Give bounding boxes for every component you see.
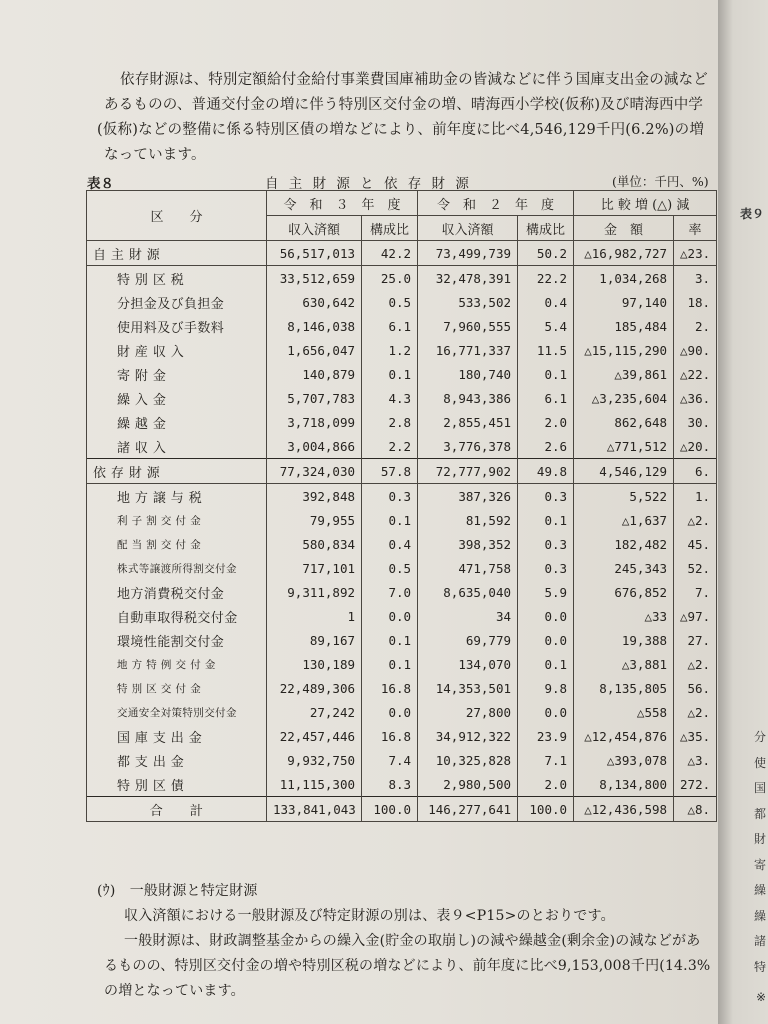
row-dep-10-diff-rate: △35. bbox=[674, 724, 717, 748]
row-dep-0-diff-rate: 1. bbox=[674, 484, 717, 509]
row-own-3-label: 財 産 収 入 bbox=[87, 338, 267, 362]
row-own-1 bbox=[87, 290, 717, 314]
row-own-7 bbox=[87, 434, 717, 459]
row-dep-1-label: 利 子 割 交 付 金 bbox=[87, 508, 267, 532]
row-dep-2-ratio-r3: 0.4 bbox=[362, 532, 418, 556]
next-row-char: 寄 bbox=[754, 857, 767, 872]
row-dep-8-ratio-r2: 9.8 bbox=[518, 676, 574, 700]
row-dep-11-diff-rate: △3. bbox=[674, 748, 717, 772]
next-row-char: 繰 bbox=[754, 908, 767, 923]
row-own-4-ratio-r3: 0.1 bbox=[362, 362, 418, 386]
row-grand-total-amount-r2: 146,277,641 bbox=[418, 797, 518, 822]
row-dep-4-ratio-r2: 5.9 bbox=[518, 580, 574, 604]
row-own-3-ratio-r2: 11.5 bbox=[518, 338, 574, 362]
table-title: 自 主 財 源 と 依 存 財 源 bbox=[265, 176, 472, 192]
row-dep-4-amount-r3: 9,311,892 bbox=[267, 580, 362, 604]
row-own-6-label: 繰 越 金 bbox=[87, 410, 267, 434]
row-dep-6 bbox=[87, 628, 717, 652]
row-dep-3-label: 株式等譲渡所得割交付金 bbox=[87, 556, 267, 580]
row-dep-11-label: 都 支 出 金 bbox=[87, 748, 267, 772]
next-row-char: 特 bbox=[754, 959, 767, 974]
row-own-0-diff-rate: 3. bbox=[674, 266, 717, 291]
row-own-0-label: 特 別 区 税 bbox=[87, 266, 267, 291]
row-own-total bbox=[87, 241, 717, 266]
row-dep-9-diff-rate: △2. bbox=[674, 700, 717, 724]
row-dep-0-ratio-r2: 0.3 bbox=[518, 484, 574, 509]
row-dep-7-ratio-r2: 0.1 bbox=[518, 652, 574, 676]
row-dep-10-amount-r2: 34,912,322 bbox=[418, 724, 518, 748]
row-own-0-amount-r3: 33,512,659 bbox=[267, 266, 362, 291]
header-ratio-r3: 構成比 bbox=[362, 216, 418, 241]
row-own-0-ratio-r2: 22.2 bbox=[518, 266, 574, 291]
row-own-0 bbox=[87, 266, 717, 291]
row-own-5-ratio-r2: 6.1 bbox=[518, 386, 574, 410]
row-own-7-diff-amount: △771,512 bbox=[574, 434, 674, 459]
revenue-table bbox=[86, 190, 717, 822]
row-own-6-diff-amount: 862,648 bbox=[574, 410, 674, 434]
row-own-4-diff-rate: △22. bbox=[674, 362, 717, 386]
row-own-5-amount-r2: 8,943,386 bbox=[418, 386, 518, 410]
row-own-5-diff-rate: △36. bbox=[674, 386, 717, 410]
row-dep-8-ratio-r3: 16.8 bbox=[362, 676, 418, 700]
row-dep-12-label: 特 別 区 債 bbox=[87, 772, 267, 797]
row-own-0-amount-r2: 32,478,391 bbox=[418, 266, 518, 291]
row-own-5 bbox=[87, 386, 717, 410]
row-dep-total-diff-rate: 6. bbox=[674, 459, 717, 484]
row-own-2-amount-r3: 8,146,038 bbox=[267, 314, 362, 338]
row-dep-11-ratio-r3: 7.4 bbox=[362, 748, 418, 772]
row-dep-7 bbox=[87, 652, 717, 676]
row-grand-total-label: 合 計 bbox=[87, 797, 267, 822]
row-own-3-amount-r2: 16,771,337 bbox=[418, 338, 518, 362]
row-dep-2-diff-rate: 45. bbox=[674, 532, 717, 556]
row-own-6-amount-r2: 2,855,451 bbox=[418, 410, 518, 434]
row-dep-0-amount-r2: 387,326 bbox=[418, 484, 518, 509]
row-dep-7-diff-amount: △3,881 bbox=[574, 652, 674, 676]
row-own-3 bbox=[87, 338, 717, 362]
row-dep-7-amount-r3: 130,189 bbox=[267, 652, 362, 676]
row-own-3-diff-rate: △90. bbox=[674, 338, 717, 362]
row-dep-0-label: 地 方 譲 与 税 bbox=[87, 484, 267, 509]
row-own-total-amount-r3: 56,517,013 bbox=[267, 241, 362, 266]
next-row-char: 使 bbox=[754, 755, 767, 770]
row-own-4 bbox=[87, 362, 717, 386]
row-dep-9-label: 交通安全対策特別交付金 bbox=[87, 700, 267, 724]
next-row-char: 国 bbox=[754, 781, 767, 795]
row-own-3-amount-r3: 1,656,047 bbox=[267, 338, 362, 362]
row-dep-2-amount-r3: 580,834 bbox=[267, 532, 362, 556]
row-own-7-label: 諸 収 入 bbox=[87, 434, 267, 459]
row-dep-5-ratio-r2: 0.0 bbox=[518, 604, 574, 628]
row-dep-4-ratio-r3: 7.0 bbox=[362, 580, 418, 604]
row-grand-total-amount-r3: 133,841,043 bbox=[267, 797, 362, 822]
row-dep-12-diff-rate: 272. bbox=[674, 772, 717, 797]
row-dep-9 bbox=[87, 700, 717, 724]
row-dep-9-amount-r2: 27,800 bbox=[418, 700, 518, 724]
table-unit: (単位：千円、%) bbox=[612, 174, 709, 189]
row-own-total-diff-rate: △23. bbox=[674, 241, 717, 266]
intro-line-4: なっています。 bbox=[104, 147, 206, 163]
intro-line-1: 依存財源は、特別定額給付金給付事業費国庫補助金の皆減などに伴う国庫支出金の減など bbox=[120, 72, 708, 88]
row-own-7-ratio-r3: 2.2 bbox=[362, 434, 418, 459]
row-dep-total-amount-r3: 77,324,030 bbox=[267, 459, 362, 484]
row-own-6 bbox=[87, 410, 717, 434]
row-dep-1-amount-r3: 79,955 bbox=[267, 508, 362, 532]
row-own-total-ratio-r2: 50.2 bbox=[518, 241, 574, 266]
row-dep-5-diff-rate: △97. bbox=[674, 604, 717, 628]
row-dep-12-ratio-r3: 8.3 bbox=[362, 772, 418, 797]
section-line-1: 収入済額における一般財源及び特定財源の別は、表９<P15>のとおりです。 bbox=[124, 908, 615, 924]
row-dep-8-amount-r3: 22,489,306 bbox=[267, 676, 362, 700]
row-dep-11 bbox=[87, 748, 717, 772]
row-own-2-label: 使用料及び手数料 bbox=[87, 314, 267, 338]
row-dep-7-diff-rate: △2. bbox=[674, 652, 717, 676]
row-dep-6-diff-amount: 19,388 bbox=[574, 628, 674, 652]
row-grand-total-ratio-r3: 100.0 bbox=[362, 797, 418, 822]
row-dep-6-label: 環境性能割交付金 bbox=[87, 628, 267, 652]
row-dep-10-amount-r3: 22,457,446 bbox=[267, 724, 362, 748]
row-own-6-diff-rate: 30. bbox=[674, 410, 717, 434]
row-dep-total-diff-amount: 4,546,129 bbox=[574, 459, 674, 484]
row-own-2 bbox=[87, 314, 717, 338]
row-dep-11-amount-r2: 10,325,828 bbox=[418, 748, 518, 772]
row-own-6-ratio-r3: 2.8 bbox=[362, 410, 418, 434]
row-own-total-amount-r2: 73,499,739 bbox=[418, 241, 518, 266]
header-amount-r2: 収入済額 bbox=[418, 216, 518, 241]
row-dep-12-amount-r3: 11,115,300 bbox=[267, 772, 362, 797]
next-row-char: 財 bbox=[754, 832, 767, 846]
row-own-total-label: 自 主 財 源 bbox=[87, 241, 267, 266]
row-dep-0-diff-amount: 5,522 bbox=[574, 484, 674, 509]
row-dep-1-diff-amount: △1,637 bbox=[574, 508, 674, 532]
row-own-1-ratio-r2: 0.4 bbox=[518, 290, 574, 314]
row-dep-2 bbox=[87, 532, 717, 556]
row-own-total-diff-amount: △16,982,727 bbox=[574, 241, 674, 266]
row-dep-0-amount-r3: 392,848 bbox=[267, 484, 362, 509]
row-dep-2-diff-amount: 182,482 bbox=[574, 532, 674, 556]
row-own-7-amount-r3: 3,004,866 bbox=[267, 434, 362, 459]
row-own-6-amount-r3: 3,718,099 bbox=[267, 410, 362, 434]
row-dep-2-ratio-r2: 0.3 bbox=[518, 532, 574, 556]
row-own-7-diff-rate: △20. bbox=[674, 434, 717, 459]
row-own-1-amount-r3: 630,642 bbox=[267, 290, 362, 314]
row-dep-3-amount-r2: 471,758 bbox=[418, 556, 518, 580]
row-own-3-ratio-r3: 1.2 bbox=[362, 338, 418, 362]
row-dep-9-ratio-r2: 0.0 bbox=[518, 700, 574, 724]
row-dep-6-amount-r3: 89,167 bbox=[267, 628, 362, 652]
table-label: 表８ bbox=[87, 176, 114, 192]
row-dep-2-label: 配 当 割 交 付 金 bbox=[87, 532, 267, 556]
row-dep-4-amount-r2: 8,635,040 bbox=[418, 580, 518, 604]
row-dep-1-amount-r2: 81,592 bbox=[418, 508, 518, 532]
row-dep-12 bbox=[87, 772, 717, 797]
section-line-2: 一般財源は、財政調整基金からの繰入金(貯金の取崩し)の減や繰越金(剰余金)の減などがあ bbox=[124, 933, 701, 949]
row-dep-6-amount-r2: 69,779 bbox=[418, 628, 518, 652]
row-own-1-ratio-r3: 0.5 bbox=[362, 290, 418, 314]
row-own-1-amount-r2: 533,502 bbox=[418, 290, 518, 314]
header-amount-r3: 収入済額 bbox=[267, 216, 362, 241]
row-dep-total-amount-r2: 72,777,902 bbox=[418, 459, 518, 484]
row-dep-3-ratio-r3: 0.5 bbox=[362, 556, 418, 580]
row-own-2-diff-rate: 2. bbox=[674, 314, 717, 338]
row-own-0-diff-amount: 1,034,268 bbox=[574, 266, 674, 291]
header-r2: 令 和 ２ 年 度 bbox=[418, 191, 574, 216]
header-r3: 令 和 ３ 年 度 bbox=[267, 191, 418, 216]
row-own-7-ratio-r2: 2.6 bbox=[518, 434, 574, 459]
row-own-2-ratio-r3: 6.1 bbox=[362, 314, 418, 338]
row-dep-8-diff-rate: 56. bbox=[674, 676, 717, 700]
header-ratio-r2: 構成比 bbox=[518, 216, 574, 241]
row-dep-4-diff-amount: 676,852 bbox=[574, 580, 674, 604]
header-rate: 率 bbox=[674, 216, 717, 241]
row-own-7-amount-r2: 3,776,378 bbox=[418, 434, 518, 459]
row-dep-2-amount-r2: 398,352 bbox=[418, 532, 518, 556]
row-dep-5 bbox=[87, 604, 717, 628]
row-dep-3-diff-rate: 52. bbox=[674, 556, 717, 580]
row-dep-1 bbox=[87, 508, 717, 532]
row-dep-9-amount-r3: 27,242 bbox=[267, 700, 362, 724]
row-dep-3-amount-r3: 717,101 bbox=[267, 556, 362, 580]
row-dep-6-diff-rate: 27. bbox=[674, 628, 717, 652]
section-line-4: の増となっています。 bbox=[104, 983, 245, 999]
row-grand-total-diff-amount: △12,436,598 bbox=[574, 797, 674, 822]
row-own-5-diff-amount: △3,235,604 bbox=[574, 386, 674, 410]
row-dep-9-ratio-r3: 0.0 bbox=[362, 700, 418, 724]
row-dep-8-amount-r2: 14,353,501 bbox=[418, 676, 518, 700]
row-dep-4-label: 地方消費税交付金 bbox=[87, 580, 267, 604]
section-heading: (ｳ) 一般財源と特定財源 bbox=[97, 883, 258, 899]
row-dep-12-amount-r2: 2,980,500 bbox=[418, 772, 518, 797]
header-kingaku: 金 額 bbox=[574, 216, 674, 241]
row-dep-total-ratio-r3: 57.8 bbox=[362, 459, 418, 484]
row-dep-8 bbox=[87, 676, 717, 700]
row-dep-12-diff-amount: 8,134,800 bbox=[574, 772, 674, 797]
row-own-total-ratio-r3: 42.2 bbox=[362, 241, 418, 266]
row-own-5-amount-r3: 5,707,783 bbox=[267, 386, 362, 410]
intro-line-2: あるものの、普通交付金の増に伴う特別区交付金の増、晴海西小学校(仮称)及び晴海西中学 bbox=[104, 97, 704, 113]
row-dep-10-ratio-r3: 16.8 bbox=[362, 724, 418, 748]
row-own-5-ratio-r3: 4.3 bbox=[362, 386, 418, 410]
row-dep-total-ratio-r2: 49.8 bbox=[518, 459, 574, 484]
row-dep-0 bbox=[87, 484, 717, 509]
row-own-4-diff-amount: △39,861 bbox=[574, 362, 674, 386]
row-own-3-diff-amount: △15,115,290 bbox=[574, 338, 674, 362]
row-dep-11-diff-amount: △393,078 bbox=[574, 748, 674, 772]
row-dep-10-ratio-r2: 23.9 bbox=[518, 724, 574, 748]
next-row-char: 諸 bbox=[754, 934, 767, 948]
row-own-2-diff-amount: 185,484 bbox=[574, 314, 674, 338]
row-grand-total bbox=[87, 797, 717, 822]
row-dep-6-ratio-r3: 0.1 bbox=[362, 628, 418, 652]
row-own-2-amount-r2: 7,960,555 bbox=[418, 314, 518, 338]
next-row-char: 繰 bbox=[754, 883, 767, 897]
row-dep-9-diff-amount: △558 bbox=[574, 700, 674, 724]
intro-line-3: (仮称)などの整備に係る特別区債の増などにより、前年度に比べ4,546,129千円(6.2%)の増 bbox=[97, 122, 705, 138]
header-diff: 比 較 増 (△) 減 bbox=[574, 191, 717, 216]
row-dep-10 bbox=[87, 724, 717, 748]
row-own-5-label: 繰 入 金 bbox=[87, 386, 267, 410]
row-dep-11-ratio-r2: 7.1 bbox=[518, 748, 574, 772]
row-own-6-ratio-r2: 2.0 bbox=[518, 410, 574, 434]
row-dep-1-ratio-r2: 0.1 bbox=[518, 508, 574, 532]
row-dep-3-ratio-r2: 0.3 bbox=[518, 556, 574, 580]
section-line-3: るものの、特別区交付金の増や特別区税の増などにより、前年度に比べ9,153,008千円(14.3% bbox=[104, 958, 711, 974]
row-dep-11-amount-r3: 9,932,750 bbox=[267, 748, 362, 772]
row-dep-10-label: 国 庫 支 出 金 bbox=[87, 724, 267, 748]
header-category: 区 分 bbox=[87, 191, 267, 241]
row-own-1-label: 分担金及び負担金 bbox=[87, 290, 267, 314]
row-dep-8-diff-amount: 8,135,805 bbox=[574, 676, 674, 700]
row-dep-1-diff-rate: △2. bbox=[674, 508, 717, 532]
row-dep-4-diff-rate: 7. bbox=[674, 580, 717, 604]
row-grand-total-ratio-r2: 100.0 bbox=[518, 797, 574, 822]
row-own-4-amount-r2: 180,740 bbox=[418, 362, 518, 386]
row-dep-1-ratio-r3: 0.1 bbox=[362, 508, 418, 532]
next-footnote: ※ bbox=[756, 990, 767, 1004]
row-dep-total-label: 依 存 財 源 bbox=[87, 459, 267, 484]
row-own-2-ratio-r2: 5.4 bbox=[518, 314, 574, 338]
next-row-char: 分 bbox=[754, 730, 767, 744]
row-dep-7-amount-r2: 134,070 bbox=[418, 652, 518, 676]
row-dep-4 bbox=[87, 580, 717, 604]
row-dep-0-ratio-r3: 0.3 bbox=[362, 484, 418, 509]
row-dep-8-label: 特 別 区 交 付 金 bbox=[87, 676, 267, 700]
row-own-0-ratio-r3: 25.0 bbox=[362, 266, 418, 291]
row-own-4-label: 寄 附 金 bbox=[87, 362, 267, 386]
next-table-label: 表９ bbox=[740, 207, 765, 221]
row-dep-5-amount-r3: 1 bbox=[267, 604, 362, 628]
next-row-char: 都 bbox=[754, 806, 767, 821]
row-dep-5-ratio-r3: 0.0 bbox=[362, 604, 418, 628]
row-grand-total-diff-rate: △8. bbox=[674, 797, 717, 822]
row-dep-7-label: 地 方 特 例 交 付 金 bbox=[87, 652, 267, 676]
row-own-1-diff-amount: 97,140 bbox=[574, 290, 674, 314]
row-dep-3-diff-amount: 245,343 bbox=[574, 556, 674, 580]
row-dep-5-diff-amount: △33 bbox=[574, 604, 674, 628]
row-dep-5-amount-r2: 34 bbox=[418, 604, 518, 628]
row-dep-12-ratio-r2: 2.0 bbox=[518, 772, 574, 797]
row-dep-total bbox=[87, 459, 717, 484]
row-dep-7-ratio-r3: 0.1 bbox=[362, 652, 418, 676]
row-dep-5-label: 自動車取得税交付金 bbox=[87, 604, 267, 628]
row-own-1-diff-rate: 18. bbox=[674, 290, 717, 314]
row-dep-6-ratio-r2: 0.0 bbox=[518, 628, 574, 652]
adjacent-page bbox=[718, 0, 768, 1024]
row-dep-10-diff-amount: △12,454,876 bbox=[574, 724, 674, 748]
row-dep-3 bbox=[87, 556, 717, 580]
row-own-4-ratio-r2: 0.1 bbox=[518, 362, 574, 386]
row-own-4-amount-r3: 140,879 bbox=[267, 362, 362, 386]
